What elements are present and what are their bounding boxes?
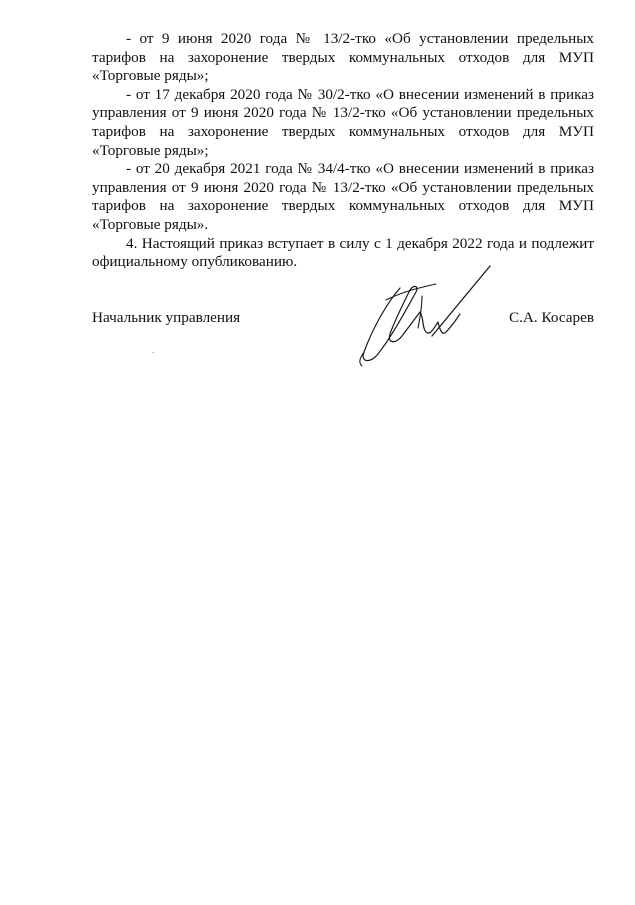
position-title: Начальник управления bbox=[92, 309, 241, 326]
paragraph-effective-date: 4. Настоящий приказ вступает в силу с 1 декабря 2022 года и подлежит официальному опубликованию. bbox=[92, 234, 594, 271]
document-body bbox=[92, 30, 594, 272]
scan-speck bbox=[152, 352, 154, 353]
paragraph-order-13-2: - от 9 июня 2020 года № 13/2-тко «Об установлении предельных тарифов на захоронение твердых коммунальных отходов для МУП «Торговые ряды»; bbox=[92, 30, 594, 85]
paragraph-order-30-2: - от 17 декабря 2020 года № 30/2-тко «О внесении изменений в приказ управления от 9 июня 2020 года № 13/2-тко «Об установлении предельных тарифов на захоронение твердых коммунальных отходов для МУП «Торговые ряды»; bbox=[92, 85, 594, 159]
paragraph-order-34-4: - от 20 декабря 2021 года № 34/4-тко «О внесении изменений в приказ управления от 9 июня 2020 года № 13/2-тко «Об установлении предельных тарифов на захоронение твердых коммунальных отходов для МУП «Торговые ряды». bbox=[92, 160, 594, 233]
signer-name: С.А. Косарев bbox=[508, 309, 594, 326]
handwritten-signature bbox=[356, 262, 496, 368]
